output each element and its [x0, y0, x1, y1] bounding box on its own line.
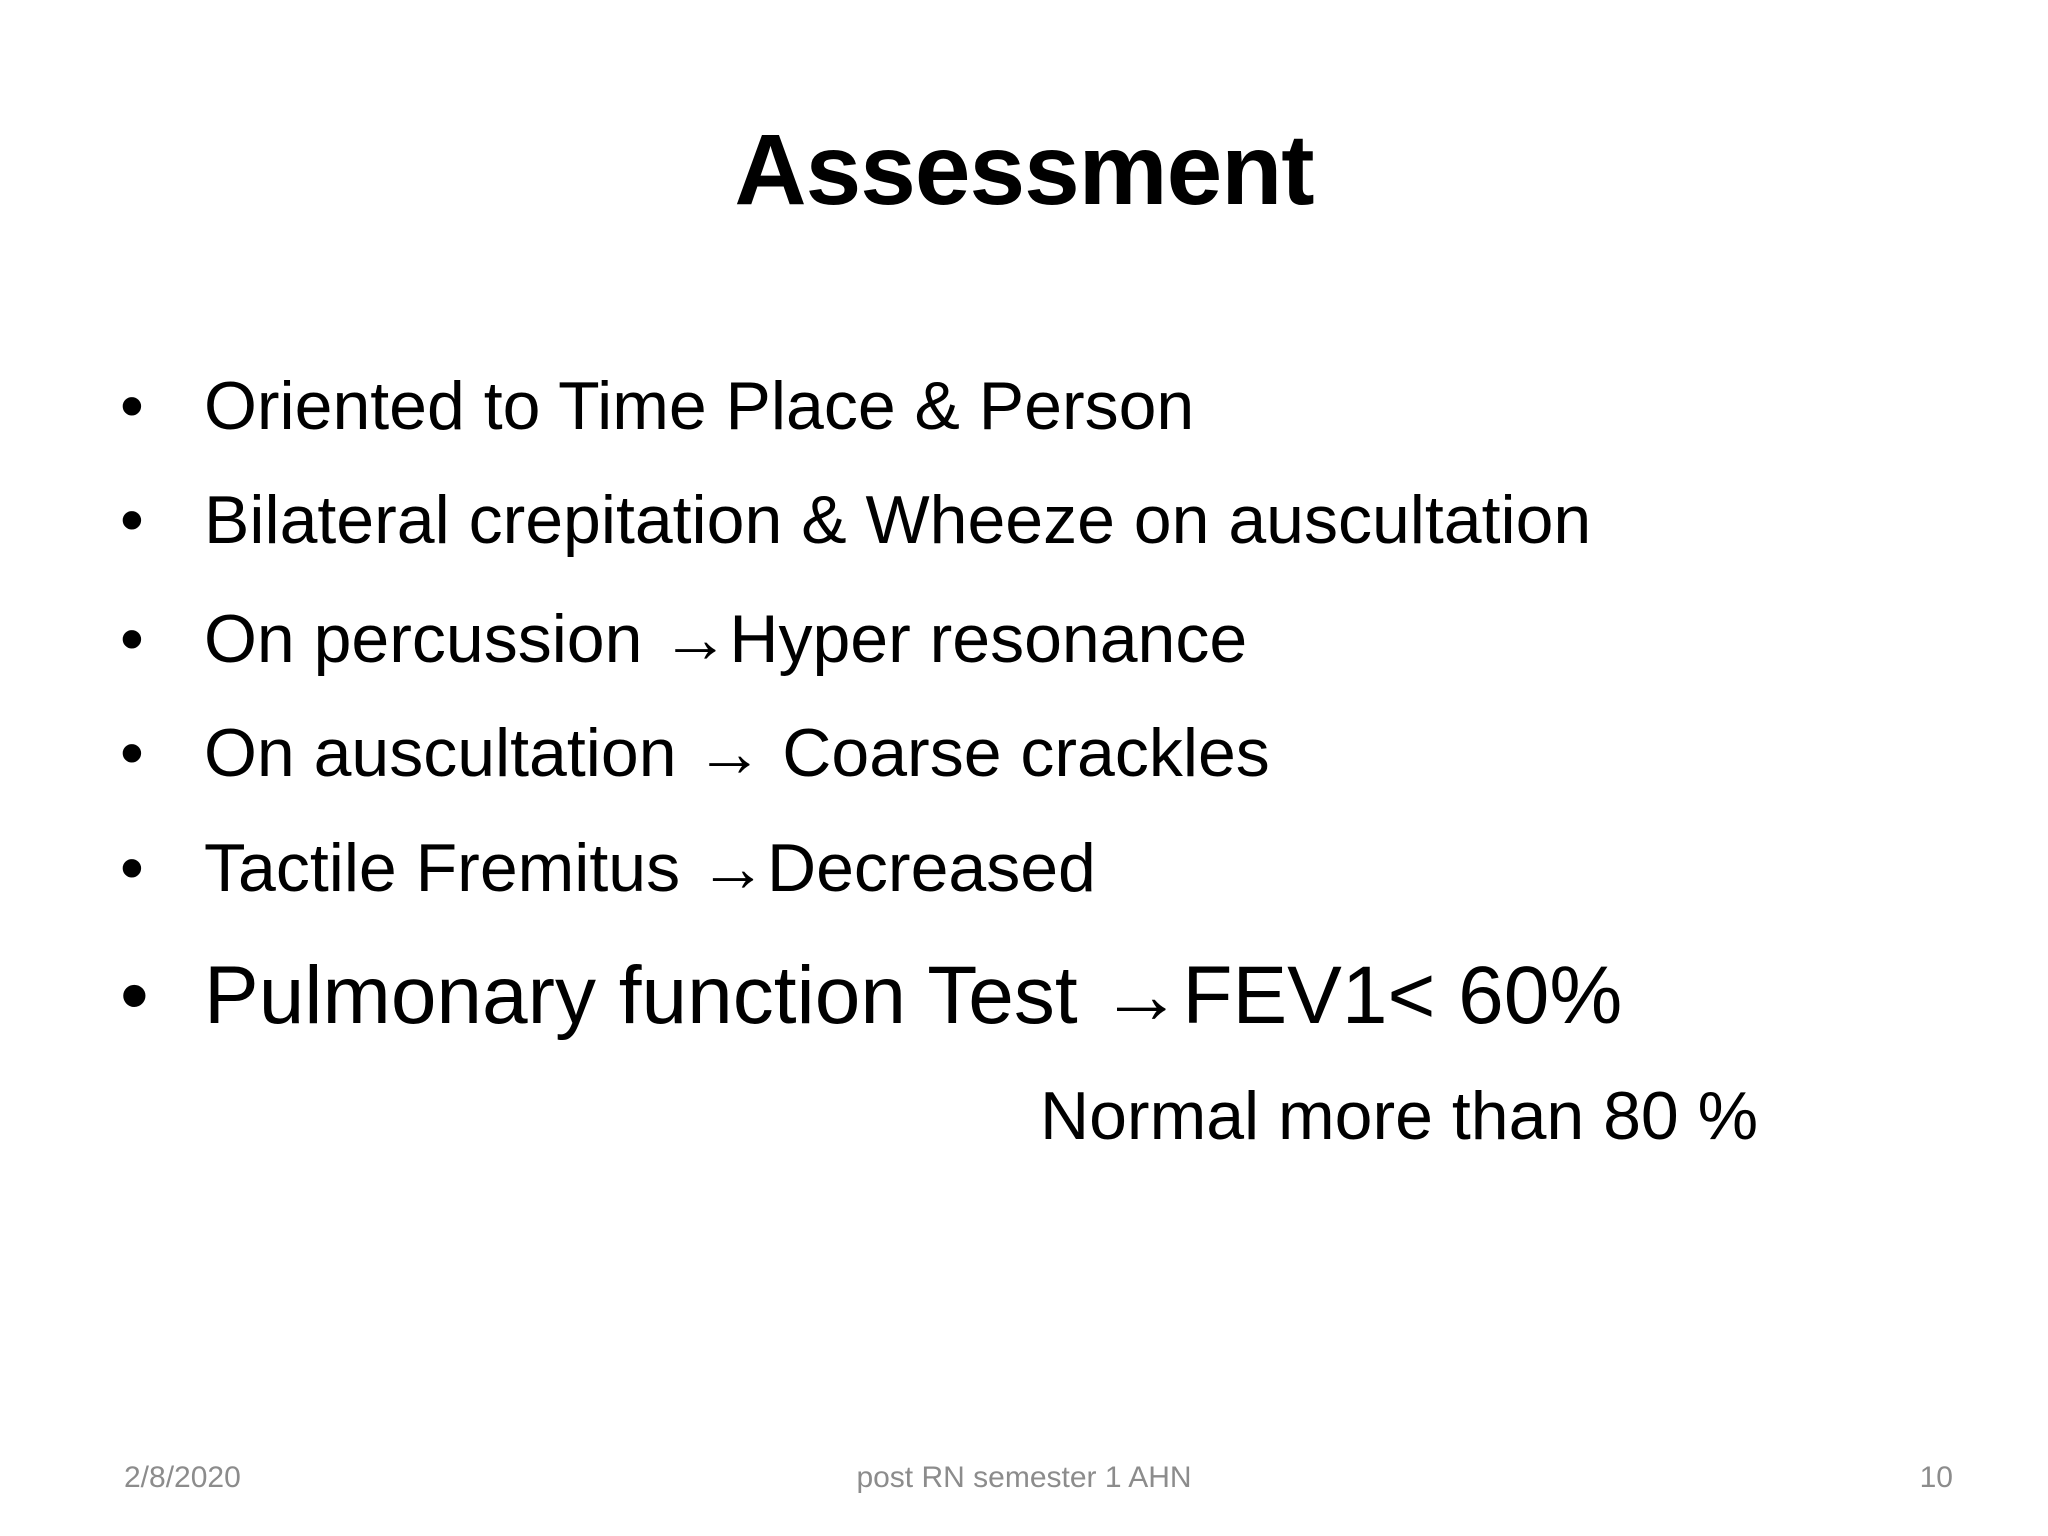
bullet-text: Tactile Fremitus →Decreased	[204, 830, 1096, 906]
bullet-text: Oriented to Time Place & Person	[204, 368, 1195, 444]
normal-range-note: Normal more than 80 %	[1040, 1078, 1759, 1154]
bullet-marker: •	[120, 601, 144, 677]
bullet-marker: •	[120, 482, 144, 558]
slide-title: Assessment	[734, 114, 1314, 226]
bullet-text: On percussion →Hyper resonance	[204, 601, 1248, 677]
bullet-marker: •	[120, 368, 144, 444]
bullet-marker: •	[120, 715, 144, 791]
bullet-marker: •	[120, 830, 144, 906]
footer-title: post RN semester 1 AHN	[856, 1461, 1192, 1494]
slide-number: 10	[1919, 1461, 1953, 1494]
bullet-marker: •	[120, 950, 149, 1041]
bullet-text: On auscultation → Coarse crackles	[204, 715, 1270, 791]
bullet-text: Pulmonary function Test →FEV1< 60%	[204, 950, 1623, 1041]
footer-date: 2/8/2020	[124, 1461, 241, 1494]
bullet-text: Bilateral crepitation & Wheeze on auscultation	[204, 482, 1592, 558]
